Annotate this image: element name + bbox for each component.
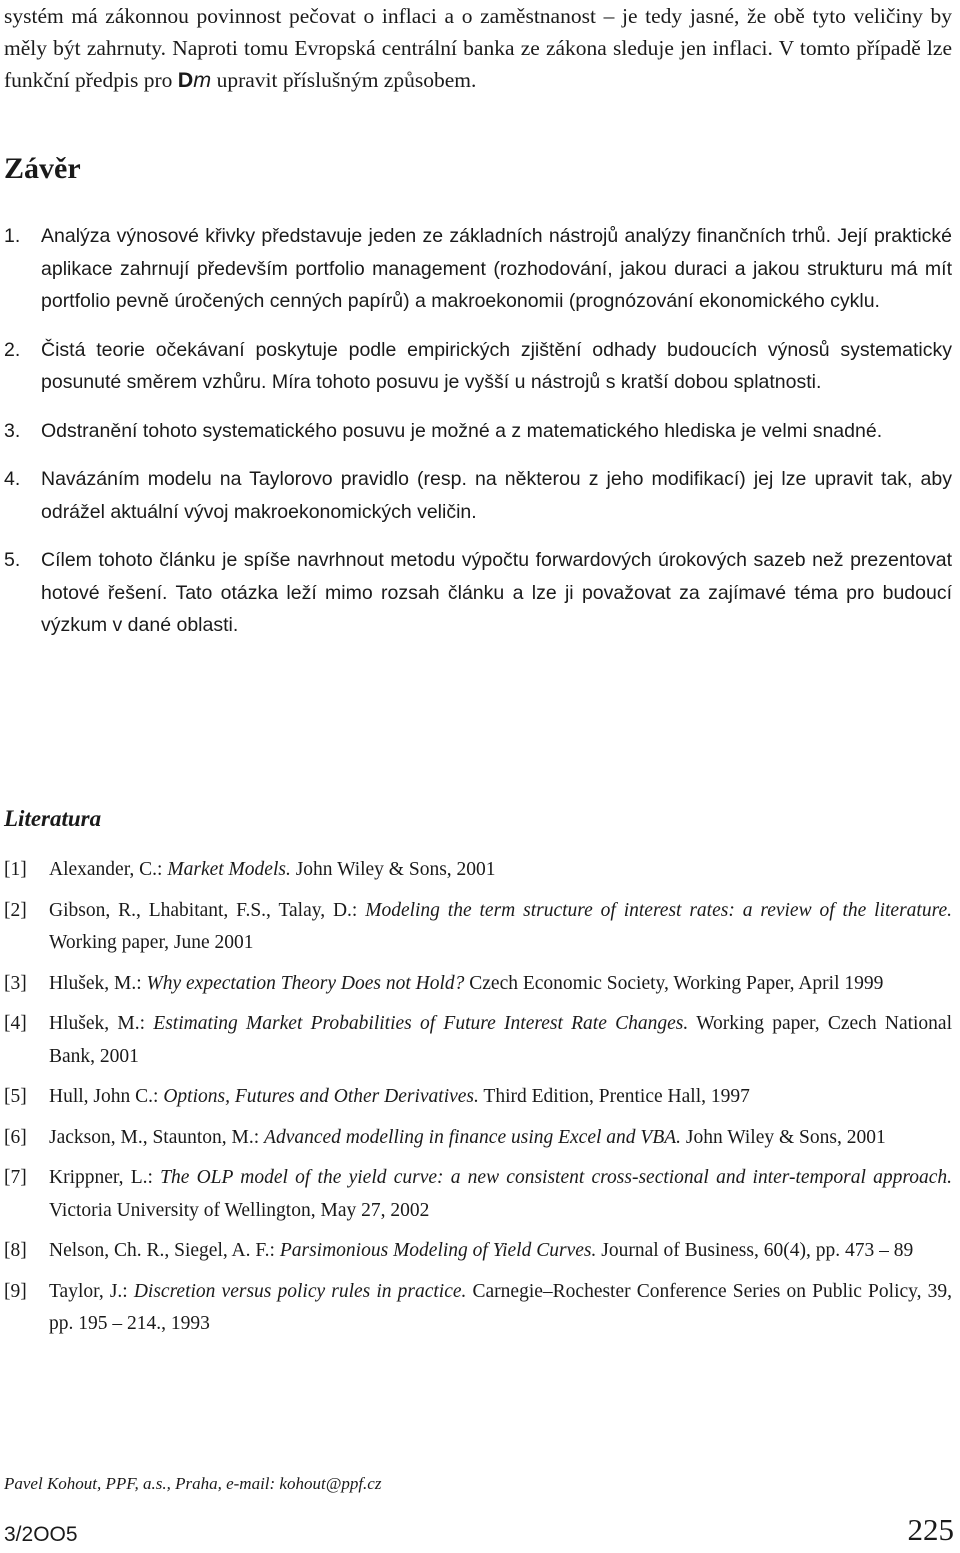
reference-authors: Hull, John C.: — [49, 1086, 164, 1107]
conclusion-list — [4, 220, 952, 658]
reference-number: [2] — [4, 899, 27, 921]
conclusion-item-number: 5. — [4, 549, 21, 571]
conclusion-heading: Závěr — [4, 152, 81, 185]
conclusion-item-text: Cílem tohoto článku je spíše navrhnout metodu výpočtu forwardových úrokových sazeb než prezentovat hotové řešení. Tato otázka leží mimo rozsah článku a lze ji považovat za zajímavé téma pro budoucí výzkum v dané oblasti. — [41, 549, 952, 636]
reference-item — [4, 1162, 952, 1227]
reference-details: Working paper, Czech National Bank, 2001 — [49, 1013, 953, 1067]
reference-item — [4, 968, 952, 1001]
dm-symbol — [178, 68, 211, 92]
reference-title: Advanced modelling in finance using Excel and VBA. — [264, 1126, 682, 1148]
reference-title: Estimating Market Probabilities of Future Interest Rate Changes. — [153, 1013, 689, 1034]
literature-heading: Literatura — [4, 806, 102, 831]
reference-title: Parsimonious Modeling of Yield Curves. — [279, 1240, 597, 1261]
issue-number: 3/2OO5 — [4, 1523, 78, 1546]
conclusion-item-number: 2. — [4, 338, 21, 361]
reference-authors: Krippner, L.: — [49, 1167, 161, 1188]
reference-item — [4, 1008, 952, 1073]
reference-details: Third Edition, Prentice Hall, 1997 — [478, 1086, 750, 1107]
dm-symbol-subscript: m — [193, 68, 212, 92]
conclusion-item — [4, 415, 952, 448]
reference-title: Discretion versus policy rules in practice. — [133, 1280, 467, 1302]
intro-text-before: systém má zákonnou povinnost pečovat o inflaci a o zaměstnanost – je tedy jasné, že obě tyto veličiny by měly být zahrnuty. Naproti tomu Evropská centrální banka ze zákona sleduje jen inflaci. V tomto případě lze funkční předpis pro — [4, 4, 952, 92]
reference-number: [6] — [4, 1126, 27, 1148]
intro-paragraph — [4, 0, 952, 96]
reference-authors: Jackson, M., Staunton, M.: — [49, 1126, 265, 1148]
reference-item — [4, 1122, 952, 1155]
reference-details: Carnegie–Rochester Conference Series on Public Policy, 39, pp. 195 – 214., 1993 — [49, 1280, 952, 1334]
reference-details: Working paper, June 2001 — [49, 932, 254, 953]
reference-details: Czech Economic Society, Working Paper, April 1999 — [464, 972, 884, 994]
reference-item — [4, 1276, 952, 1341]
reference-authors: Gibson, R., Lhabitant, F.S., Talay, D.: — [49, 899, 366, 921]
author-affiliation: Pavel Kohout, PPF, a.s., Praha, e-mail: kohout@ppf.cz — [4, 1474, 382, 1493]
conclusion-item-number: 4. — [4, 468, 21, 490]
reference-title: The OLP model of the yield curve: a new consistent cross-sectional and inter-temporal approach. — [160, 1167, 952, 1188]
reference-authors: Hlušek, M.: — [49, 1013, 154, 1034]
conclusion-item-number: 3. — [4, 419, 21, 442]
intro-text-after: upravit příslušným způsobem. — [211, 68, 477, 92]
conclusion-item — [4, 334, 952, 399]
conclusion-item-text: Navázáním modelu na Taylorovo pravidlo (resp. na některou z jeho modifikací) jej lze upravit tak, aby odrážel aktuální vývoj makroekonomických veličin. — [41, 468, 952, 523]
reference-list — [4, 854, 952, 1349]
conclusion-item-text: Čistá teorie očekávaní poskytuje podle empirických zjištění odhady budoucích výnosů systematicky posunuté směrem vzhůru. Míra tohoto posuvu je vyšší u nástrojů s kratší dobou splatnosti. — [41, 338, 952, 393]
conclusion-item-text: Odstranění tohoto systematického posuvu je možné a z matematického hlediska je velmi snadné. — [41, 419, 883, 442]
reference-item — [4, 1235, 952, 1268]
reference-number: [8] — [4, 1240, 27, 1261]
reference-item — [4, 895, 952, 960]
reference-authors: Hlušek, M.: — [49, 972, 147, 994]
reference-number: [9] — [4, 1280, 27, 1302]
reference-details: Victoria University of Wellington, May 27, 2002 — [49, 1199, 430, 1221]
dm-symbol-letter: D — [177, 68, 194, 92]
conclusion-item-number: 1. — [4, 225, 21, 247]
reference-details: Journal of Business, 60(4), pp. 473 – 89 — [596, 1240, 914, 1261]
conclusion-item-text: Analýza výnosové křivky představuje jeden ze základních nástrojů analýzy finančních trhů. Její praktické aplikace zahrnují především portfolio management (rozhodování, jakou duraci a jakou strukturu má mít portfolio pevně úročených cenných papírů) a makroekonomii (prognózování ekonomického cyklu. — [41, 225, 952, 312]
reference-title: Market Models. — [167, 859, 291, 880]
reference-authors: Taylor, J.: — [49, 1280, 134, 1302]
reference-item — [4, 854, 952, 887]
conclusion-item — [4, 544, 952, 642]
reference-title: Options, Futures and Other Derivatives. — [163, 1086, 479, 1107]
reference-item — [4, 1081, 952, 1114]
reference-details: John Wiley & Sons, 2001 — [290, 859, 496, 880]
reference-title: Modeling the term structure of interest rates: a review of the literature. — [365, 899, 952, 921]
reference-details: John Wiley & Sons, 2001 — [681, 1126, 886, 1148]
reference-number: [3] — [4, 972, 27, 994]
reference-authors: Alexander, C.: — [49, 859, 168, 880]
reference-number: [4] — [4, 1013, 27, 1034]
reference-number: [1] — [4, 859, 27, 880]
reference-title: Why expectation Theory Does not Hold? — [146, 972, 465, 994]
reference-authors: Nelson, Ch. R., Siegel, A. F.: — [49, 1240, 280, 1261]
conclusion-item — [4, 463, 952, 528]
page-number: 225 — [907, 1512, 954, 1547]
conclusion-item — [4, 220, 952, 318]
reference-number: [5] — [4, 1086, 27, 1107]
reference-number: [7] — [4, 1167, 27, 1188]
